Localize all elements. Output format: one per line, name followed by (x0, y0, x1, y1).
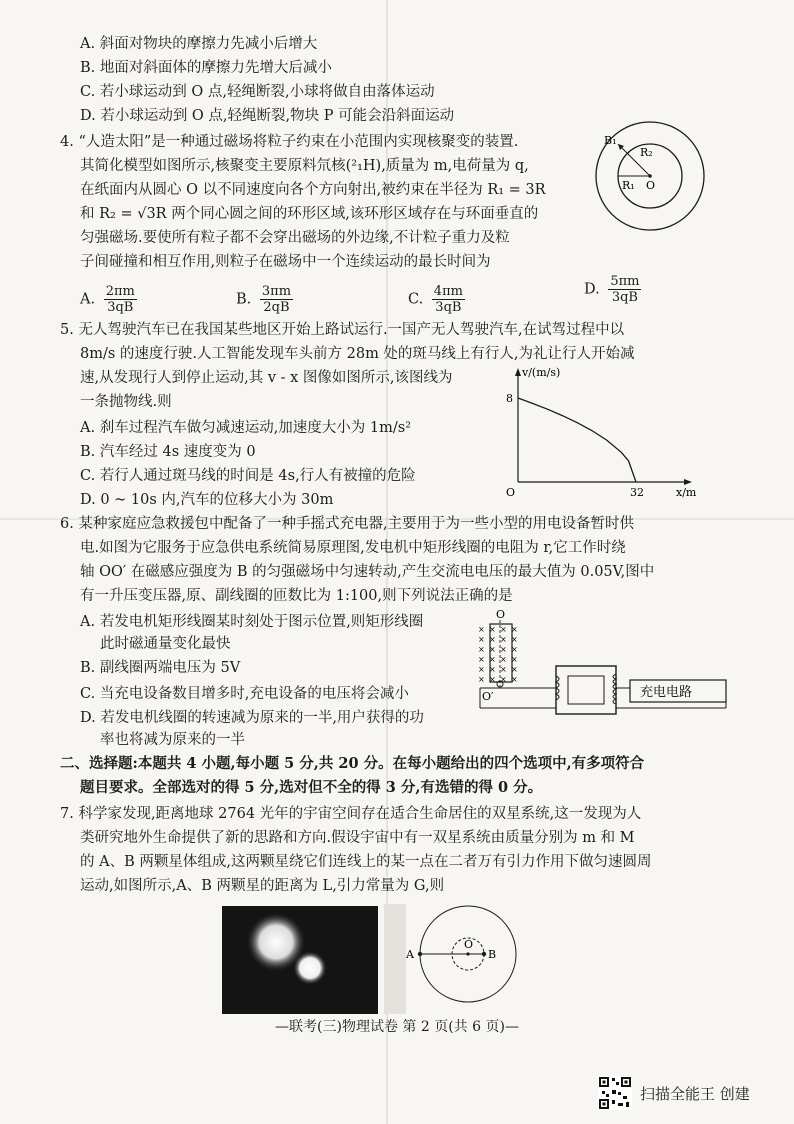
origin-label: O (506, 486, 516, 499)
q6-option-a-line-1: A. 若发电机矩形线圈某时刻处于图示位置,则矩形线圈 (80, 614, 424, 630)
q4-concentric-circles-figure (590, 116, 710, 236)
label-o: O (646, 179, 656, 192)
y-tick-label: 8 (506, 392, 513, 405)
q3-option-c: C. 若小球运动到 O 点,轻绳断裂,小球将做自由落体运动 (80, 84, 435, 100)
q4-option-b: B. $\frac{3\pi m}{2qB}$ (236, 284, 292, 315)
q5-line-4: 一条抛物线.则 (80, 394, 172, 410)
label-r1: R₁ (622, 179, 635, 192)
q4-option-a: A. $\frac{2\pi m}{3qB}$ (80, 284, 135, 315)
field-x-mark: × (478, 655, 485, 664)
q6-line-3: 轴 OO′ 在磁感应强度为 B 的匀强磁场中匀速转动,产生交流电电压的最大值为 0.05V,图中 (80, 564, 655, 580)
field-x-mark: × (500, 665, 507, 674)
q6-generator-circuit-figure (470, 604, 732, 716)
field-x-mark: × (500, 635, 507, 644)
q6-line-4: 有一升压变压器,原、副线圈的匝数比为 1:100,则下列说法正确的是 (80, 588, 513, 604)
field-x-mark: × (489, 625, 496, 634)
watermark-text: 扫描全能王 创建 (640, 1084, 750, 1103)
x-axis-arrow (684, 479, 692, 485)
q4-option-b-fraction: $\frac{3\pi m}{2qB}$ (261, 284, 292, 315)
y-axis-arrow (515, 368, 521, 376)
field-x-mark: × (489, 665, 496, 674)
q3-option-a: A. 斜面对物块的摩擦力先减小后增大 (80, 36, 318, 52)
scanner-watermark (598, 1076, 750, 1110)
page-footer: —联考(三)物理试卷 第 2 页(共 6 页)— (275, 1019, 519, 1035)
field-x-mark: × (478, 625, 485, 634)
label-b: B (488, 948, 497, 961)
label-o: O (464, 938, 474, 951)
field-x-mark: × (511, 675, 518, 684)
field-x-mark: × (500, 625, 507, 634)
q5-option-c: C. 若行人通过斑马线的时间是 4s,行人有被撞的危险 (80, 468, 416, 484)
q6-option-d-line-1: D. 若发电机线圈的转速减为原来的一半,用户获得的功 (80, 710, 424, 726)
q5-option-a: A. 刹车过程汽车做匀减速运动,加速度大小为 1m/s² (80, 420, 412, 436)
q4-option-c-fraction: $\frac{4\pi m}{3qB}$ (433, 284, 463, 315)
field-x-mark: × (511, 655, 518, 664)
photo-gap (384, 904, 406, 1014)
field-x-mark: × (478, 635, 485, 644)
y-axis-label: v/(m/s) (522, 366, 561, 379)
q3-option-d: D. 若小球运动到 O 点,轻绳断裂,物块 P 可能会沿斜面运动 (80, 108, 455, 124)
q6-option-d-line-2: 率也将减为原来的一半 (100, 732, 245, 748)
field-x-mark: × (511, 635, 518, 644)
field-x-mark: × (478, 675, 485, 684)
small-star (293, 951, 327, 985)
field-x-mark: × (511, 625, 518, 634)
section-2-header-line-1: 二、选择题:本题共 4 小题,每小题 5 分,共 20 分。在每小题给出的四个选项中,有多项符合 (60, 755, 645, 772)
q5-line-2: 8m/s 的速度行驶.人工智能发现车头前方 28m 处的斑马线上有行人,为礼让行人开始减 (80, 346, 635, 362)
q4-line-6: 子间碰撞和相互作用,则粒子在磁场中一个连续运动的最长时间为 (80, 254, 491, 270)
q6-option-c: C. 当充电设备数目增多时,充电设备的电压将会减小 (80, 686, 409, 702)
field-x-mark: × (511, 665, 518, 674)
secondary-coil (613, 674, 616, 704)
q4-option-a-fraction: $\frac{2\pi m}{3qB}$ (105, 284, 135, 315)
q4-line-1: 4. “人造太阳”是一种通过磁场将粒子约束在小范围内实现核聚变的装置. (60, 134, 519, 150)
q6-line-2: 电.如图为它服务于应急供电系统简易原理图,发电机中矩形线圈的电阻为 r,它工作时绕 (80, 540, 626, 556)
field-x-mark: × (511, 645, 518, 654)
binary-star-photo (222, 906, 378, 1014)
v-x-parabola-curve (518, 398, 636, 482)
field-x-mark: × (489, 635, 496, 644)
q4-option-d-fraction: $\frac{5\pi m}{3qB}$ (610, 274, 640, 305)
star-b-point (482, 952, 486, 956)
label-b1: B₁ (604, 134, 617, 147)
charging-circuit-label: 充电电路 (640, 685, 693, 700)
field-x-mark: × (478, 645, 485, 654)
q3-option-b: B. 地面对斜面体的摩擦力先增大后减小 (80, 60, 332, 76)
q6-option-a-line-2: 此时磁通量变化最快 (100, 636, 231, 652)
label-a: A (406, 948, 414, 961)
q4-line-2: 其简化模型如图所示,核聚变主要原料氘核(²₁H),质量为 m,电荷量为 q, (80, 158, 529, 174)
q7-line-4: 运动,如图所示,A、B 两颗星的距离为 L,引力常量为 G,则 (80, 878, 445, 894)
q5-v-x-chart (500, 362, 710, 502)
field-x-mark: × (489, 645, 496, 654)
q4-line-4: 和 R₂ = √3R 两个同心圆之间的环形区域,该环形区域存在与环面垂直的 (80, 206, 539, 222)
q7-orbit-diagram (404, 904, 528, 1014)
magnetic-field-marks (478, 625, 518, 684)
field-x-mark: × (500, 645, 507, 654)
section-2-header-line-2: 题目要求。全部选对的得 5 分,选对但不全的得 3 分,有选错的得 0 分。 (80, 779, 543, 796)
q5-option-b: B. 汽车经过 4s 速度变为 0 (80, 444, 256, 460)
q5-line-1: 5. 无人驾驶汽车已在我国某些地区开始上路试运行.一国产无人驾驶汽车,在试驾过程中以 (60, 322, 625, 338)
q7-line-1: 7. 科学家发现,距离地球 2764 光年的宇宙空间存在适合生命居住的双星系统,这一发现为人 (60, 806, 642, 822)
center-point (648, 174, 652, 178)
field-x-mark: × (489, 655, 496, 664)
q7-line-3: 的 A、B 两颗星体组成,这两颗星绕它们连线上的某一点在二者万有引力作用下做匀速圆周 (80, 854, 652, 870)
field-x-mark: × (500, 655, 507, 664)
x-axis-label: x/m (676, 486, 697, 499)
field-x-mark: × (478, 665, 485, 674)
center-o-point (466, 952, 469, 955)
transformer-core (556, 666, 616, 714)
x-tick-label: 32 (630, 486, 644, 499)
star-a-point (418, 952, 422, 956)
q5-line-3: 速,从发现行人到停止运动,其 v - x 图像如图所示,该图线为 (80, 370, 453, 386)
q7-line-2: 类研究地外生命提供了新的思路和方向.假设宇宙中有一双星系统由质量分别为 m 和 M (80, 830, 635, 846)
q6-option-b: B. 副线圈两端电压为 5V (80, 660, 241, 676)
label-r2: R₂ (640, 146, 653, 159)
q5-option-d: D. 0 ~ 10s 内,汽车的位移大小为 30m (80, 492, 334, 508)
q4-option-d: D. $\frac{5\pi m}{3qB}$ (584, 274, 640, 305)
q6-line-1: 6. 某种家庭应急救援包中配备了一种手摇式充电器,主要用于为一些小型的用电设备暂时供 (60, 516, 635, 532)
binary-star-image (222, 906, 378, 1014)
axis-label-o-prime: O′ (482, 690, 494, 703)
transformer-core-window (568, 676, 604, 704)
q4-line-3: 在纸面内从圆心 O 以不同速度向各个方向射出,被约束在半径为 R₁ = 3R (80, 182, 546, 198)
field-x-mark: × (489, 675, 496, 684)
q4-line-5: 匀强磁场.要使所有粒子都不会穿出磁场的外边缘,不计粒子重力及粒 (80, 230, 510, 246)
axis-label-o: O (496, 608, 506, 621)
q4-option-c: C. $\frac{4\pi m}{3qB}$ (408, 284, 463, 315)
qr-code-icon (598, 1076, 632, 1110)
field-x-mark: × (500, 675, 507, 684)
